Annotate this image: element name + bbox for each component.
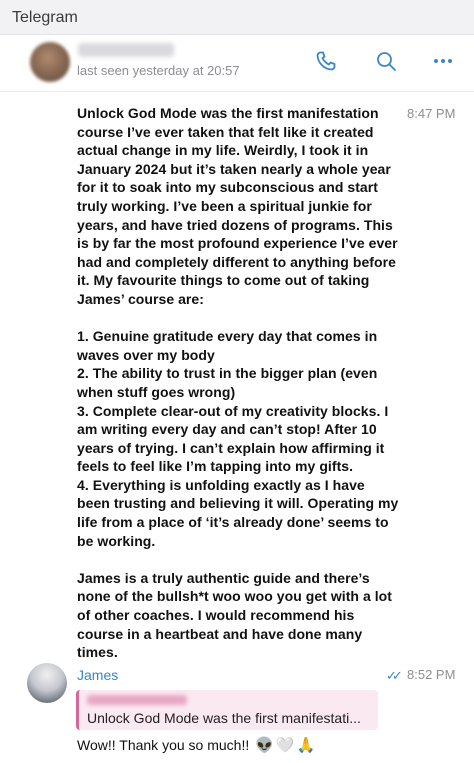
white-heart-emoji: 🤍 bbox=[275, 737, 295, 754]
call-button[interactable] bbox=[312, 47, 340, 75]
title-bar bbox=[0, 0, 474, 35]
search-button[interactable] bbox=[372, 47, 400, 75]
message-text: Unlock God Mode was the first manifestation course I’ve ever taken that felt like it created actual change in my life. Weirdly, I took it in January 2024 but it’s taken nearly a whole year for it to soak into my subconscious and start truly working. I’ve been a spiritual junkie for years, and have tried dozens of programs. This is by far the most profound experience I’ve ever had and completely different to anything before it. My favourite things to come out of taking James’ course are: 1. Genuine gratitude every day that comes in waves over my body 2. The ability to trust in the bigger plan (even when stuff goes wrong) 3. Complete clear-out of my creativity blocks. I am writing every day and can’t stop! After 10 years of trying. I can’t explain how affirming it feels to feel like I’m tapping into my gifts. 4. Everything is unfolding exactly as I have been trusting and believing it will. Operating my life from a place of ‘it’s already done’ seems to be working. James is a truly authentic guide and there’s none of the bullsh*t woo woo you get with a lot of other coaches. I would recommend his course in a heartbeat and have done many times. bbox=[77, 105, 399, 661]
quoted-text: Unlock God Mode was the first manifestati... bbox=[87, 710, 361, 726]
quoted-reply[interactable] bbox=[76, 690, 378, 730]
quoted-author-blurred bbox=[87, 695, 187, 705]
contact-avatar[interactable] bbox=[30, 42, 70, 82]
read-checkmarks-icon: ✓✓ bbox=[386, 668, 398, 683]
last-seen-status: last seen yesterday at 20:57 bbox=[77, 63, 240, 78]
more-icon bbox=[431, 49, 455, 73]
phone-icon bbox=[314, 49, 338, 73]
folded-hands-emoji: 🙏 bbox=[296, 737, 316, 754]
alien-emoji: 👽 bbox=[255, 737, 274, 754]
sender-name[interactable]: James bbox=[77, 667, 119, 683]
chat-header bbox=[0, 35, 474, 92]
more-button[interactable] bbox=[429, 47, 457, 75]
app-title: Telegram bbox=[12, 9, 78, 26]
message-time: 8:47 PM bbox=[407, 106, 456, 121]
sender-avatar[interactable] bbox=[27, 663, 67, 703]
reply-message bbox=[77, 736, 315, 754]
contact-name-blurred[interactable] bbox=[78, 43, 174, 57]
search-icon bbox=[374, 49, 398, 73]
reply-message-time: 8:52 PM bbox=[407, 667, 456, 682]
reply-message-text: Wow!! Thank you so much!! bbox=[77, 737, 250, 753]
